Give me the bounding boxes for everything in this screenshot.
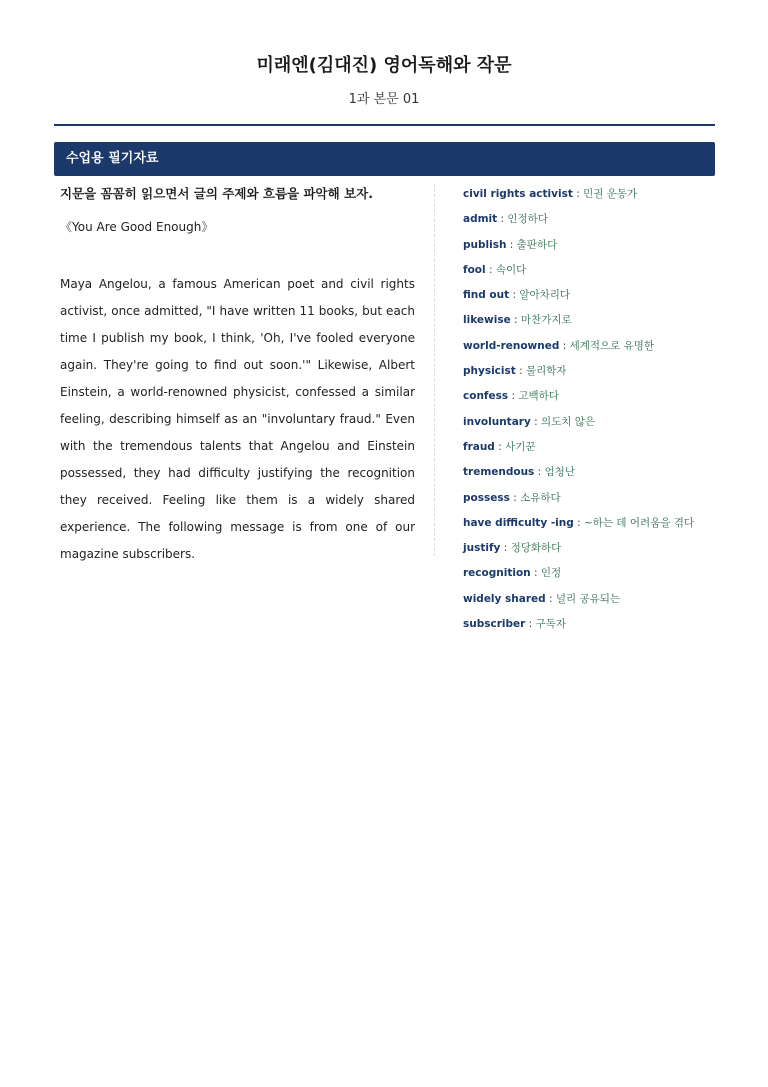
vocab-meaning: 알아차리다 <box>519 289 571 302</box>
vocab-term: widely shared <box>463 592 546 605</box>
vocab-separator: : <box>573 516 584 529</box>
vocab-term: world-renowned <box>463 339 560 352</box>
vocab-term: subscriber <box>463 618 526 631</box>
page-subtitle: 1과 본문 01 <box>348 92 420 107</box>
vocab-separator: : <box>525 618 536 631</box>
vocab-meaning: 엄청난 <box>544 466 575 479</box>
vocab-meaning: 소유하다 <box>520 491 561 504</box>
vocab-meaning: 속이다 <box>495 263 527 276</box>
vocab-separator: : <box>530 567 541 580</box>
vocab-item <box>463 286 723 311</box>
vocab-item <box>463 210 723 235</box>
vocab-term: possess <box>463 491 510 504</box>
vocab-item <box>463 413 723 438</box>
vocab-term: physicist <box>463 365 516 378</box>
vocab-meaning: ~하는 데 어려움을 겪다 <box>584 516 695 529</box>
vocab-item <box>463 337 723 362</box>
vocab-separator: : <box>510 314 521 327</box>
vocab-term: civil rights activist <box>463 188 573 200</box>
vocab-meaning: 구독자 <box>535 618 566 631</box>
vocab-item <box>463 463 723 488</box>
passage-column <box>60 184 415 568</box>
vocab-item <box>463 185 723 210</box>
vocab-meaning: 물리학자 <box>526 365 567 378</box>
vocab-separator: : <box>515 365 526 378</box>
vocab-separator: : <box>497 213 508 226</box>
vocab-meaning: 널리 공유되는 <box>555 592 621 605</box>
vocab-separator: : <box>500 542 511 555</box>
section-heading: 수업용 필기자료 <box>54 142 715 176</box>
vocab-meaning: 정당화하다 <box>510 542 562 555</box>
vocab-separator: : <box>545 592 556 605</box>
vocab-term: justify <box>463 542 501 555</box>
vocab-meaning: 사기꾼 <box>505 440 536 453</box>
vocab-meaning: 의도치 않은 <box>541 415 596 428</box>
vocab-meaning: 세계적으로 유명한 <box>569 339 655 352</box>
vocab-term: admit <box>463 213 498 226</box>
vocab-separator: : <box>572 188 584 200</box>
vocab-item <box>463 590 723 615</box>
vocab-term: tremendous <box>463 466 535 479</box>
vocabulary-list <box>463 185 723 640</box>
vocab-separator: : <box>559 339 570 352</box>
vocab-term: find out <box>463 289 510 302</box>
vocab-item <box>463 564 723 589</box>
vocab-separator: : <box>534 466 545 479</box>
vocab-meaning: 마찬가지로 <box>520 314 572 327</box>
vocab-item <box>463 514 723 539</box>
vocab-separator: : <box>485 263 496 276</box>
vocab-term: fool <box>463 263 486 276</box>
vocab-item <box>463 438 723 463</box>
vocab-item <box>463 261 723 286</box>
vocab-separator: : <box>494 440 506 453</box>
vocab-item <box>463 362 723 387</box>
vocab-meaning: 고백하다 <box>518 390 559 403</box>
vocab-term: publish <box>463 238 507 251</box>
passage-body: Maya Angelou, a famous American poet and civil rights activist, once admitted, "I have written 11 books, but each time I publish my book, I think, 'Oh, I've fooled everyone again. They're going to find out soon.'" Likewise, Albert Einstein, a world-renowned physicist, confessed a similar feeling, describing himself as an "involuntary fraud." Even with the tremendous talents that Angelou and Einstein possessed, they had difficulty justifying the recognition they received. Feeling like them is a widely shared experience. The following message is from one of our magazine subscribers. <box>60 277 415 561</box>
reading-instruction: 지문을 꼼꼼히 읽으면서 글의 주제와 흐름을 파악해 보자. <box>60 186 373 201</box>
vocab-separator: : <box>509 491 521 504</box>
vocab-item <box>463 615 723 640</box>
vocab-term: involuntary <box>463 415 531 428</box>
vocab-meaning: 인정하다 <box>507 213 548 226</box>
vocab-item <box>463 236 723 261</box>
vocab-term: fraud <box>463 440 495 453</box>
vocab-separator: : <box>506 238 517 251</box>
page-title: 미래엔(김대진) 영어독해와 작문 <box>256 55 512 76</box>
column-divider <box>434 184 435 556</box>
vocab-separator: : <box>530 415 542 428</box>
header-divider <box>54 124 715 126</box>
vocab-term: confess <box>463 390 509 403</box>
page-header <box>0 0 768 110</box>
vocab-separator: : <box>509 289 520 302</box>
vocab-item <box>463 387 723 412</box>
vocab-separator: : <box>508 390 519 403</box>
vocab-term: likewise <box>463 314 511 327</box>
vocab-term: recognition <box>463 567 531 580</box>
vocab-meaning: 인정 <box>540 567 562 580</box>
passage-title: 《You Are Good Enough》 <box>60 220 214 234</box>
vocab-term: have difficulty -ing <box>463 516 574 529</box>
vocab-item <box>463 489 723 514</box>
vocab-item <box>463 311 723 336</box>
vocab-meaning: 출판하다 <box>516 238 558 251</box>
vocab-meaning: 민권 운동가 <box>583 188 638 200</box>
vocab-item <box>463 539 723 564</box>
